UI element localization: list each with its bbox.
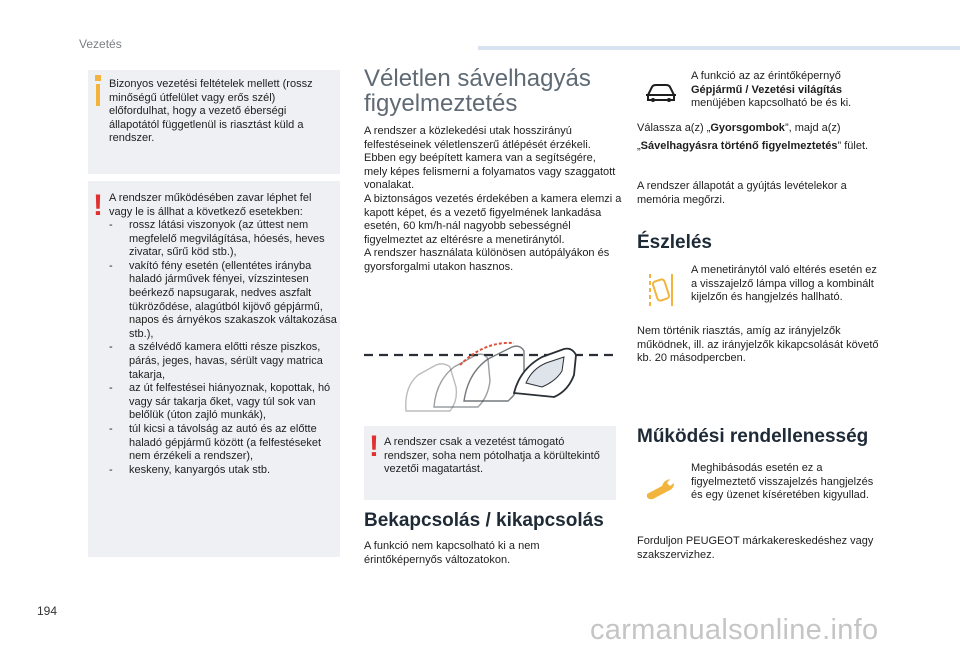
list-item: - túl kicsi a távolság az autó és az előtte haladó gépjármű között (a felfestéseket nem érzékeli a rendszer), [109, 423, 337, 464]
header-bar [478, 46, 960, 50]
lane-departure-warning-lamp-icon [646, 272, 676, 308]
support-warning-text: A rendszer csak a vezetést támogató rendszer, soha nem pótolhatja a körültekintő vezetői magatartást. [384, 436, 600, 476]
section-label: Vezetés [79, 37, 122, 51]
tab-post: ” fület. [837, 140, 869, 152]
info-box [88, 70, 340, 174]
tab-pre: „ [637, 140, 641, 152]
support-warning-box [364, 426, 616, 500]
list-item: - az út felfestései hiányoznak, kopottak, hó vagy sár takarja őket, vagy túl sok van belőlük (úton zajló munkák), [109, 382, 337, 423]
select-text [637, 122, 887, 136]
indicator-note: Nem történik riasztás, amíg az irányjelzők működnek, ill. az irányjelzők kikapcsolását követő kb. 20 másodpercben. [637, 325, 879, 365]
select-pre: Válassza a(z) „ [637, 122, 711, 134]
touchscreen-text-post: menüjében kapcsolható be és ki. [691, 97, 852, 110]
car-icon [514, 349, 576, 397]
page-title: Véletlen sávelhagyás figyelmeztetés [364, 65, 591, 117]
touchscreen-text-pre: A funkció az az érintőképernyő [691, 70, 841, 82]
quick-buttons-label: Gyorsgombok [710, 122, 785, 134]
list-item: - vakító fény esetén (ellentétes irányba haladó járművek fényei, vízszintesen beérkező napsugarak, nedves aszfalt tükröződése, alagútból kijövő gépjármű, napos és árnyékos szakaszok váltakozása stb.), [109, 260, 337, 342]
menu-name: Gépjármű / Vezetési világítás [691, 83, 843, 96]
warning-icon: ! [369, 430, 379, 463]
warning-icon: ! [93, 189, 103, 222]
watermark: carmanualsonline.info [590, 614, 879, 646]
warning-list [109, 219, 337, 477]
lane-body-text: A rendszer a közlekedési utak hosszirányú felfestéseinek véletlenszerű átlépését érzékeli. Ebben egy beépített kamera van a segítségére, mely képes felismerni a folyamatos vagy szaggatott vonalakat. A biztonságos vezetés érdekében a kamera elemzi a kapott képet, és a vezető figyelmének lankadása esetén, 60 km/h-nál nagyobb sebességnél figyelmeztet az eltérésre a menetiránytól. A rendszer használata különösen autópályákon és gyorsforgalmi utakon hasznos. [364, 125, 622, 273]
list-item: - a szélvédő kamera előtti része piszkos, párás, jeges, havas, sérült vagy matrica takarja, [109, 341, 337, 382]
lane-departure-illustration [364, 335, 616, 415]
list-item: - rossz látási viszonyok (az úttest nem megfelelő megvilágítása, hóesés, heves zivatar, sűrű köd stb.), [109, 219, 337, 260]
section-title-detection: Észlelés [637, 232, 712, 253]
info-icon-bar [96, 84, 100, 106]
detection-text: A menetiránytól való eltérés esetén ez a visszajelző lámpa villog a kombinált kijelzőn és hangjelzés hallható. [691, 264, 877, 304]
page-number: 194 [37, 604, 58, 618]
wrench-icon [644, 474, 676, 500]
select-post: ”, majd a(z) [784, 122, 841, 134]
warning-lead: A rendszer működésében zavar léphet fel vagy le is állhat a következő esetekben: [109, 192, 312, 218]
malfunction-action: Forduljon PEUGEOT márkakereskedéshez vagy szakszervizhez. [637, 535, 874, 561]
tab-name: Sávelhagyásra történő figyelmeztetés [640, 140, 838, 152]
memory-text: A rendszer állapotát a gyújtás levételekor a memória megőrzi. [637, 180, 847, 206]
list-item: - keskeny, kanyargós utak stb. [109, 464, 337, 478]
car-settings-icon [644, 80, 678, 104]
section-title-activation: Bekapcsolás / kikapcsolás [364, 510, 604, 531]
info-text: Bizonyos vezetési feltételek mellett (rossz minőségű útfelület vagy erős szél) előfordulhat, hogy a vezető éberségi állapotától függetlenül is riasztást küld a rendszer. [109, 78, 313, 145]
warning-box [88, 181, 340, 557]
section-title-malfunction: Működési rendellenesség [637, 426, 869, 447]
activation-text: A funkció nem kapcsolható ki a nem érintőképernyős változatokon. [364, 540, 540, 566]
touchscreen-text [691, 70, 876, 111]
info-icon [95, 75, 101, 81]
tab-text [637, 140, 887, 154]
malfunction-text: Meghibásodás esetén ez a figyelmeztető visszajelzés hangjelzés és egy üzenet kíséretében kigyullad. [691, 462, 874, 502]
